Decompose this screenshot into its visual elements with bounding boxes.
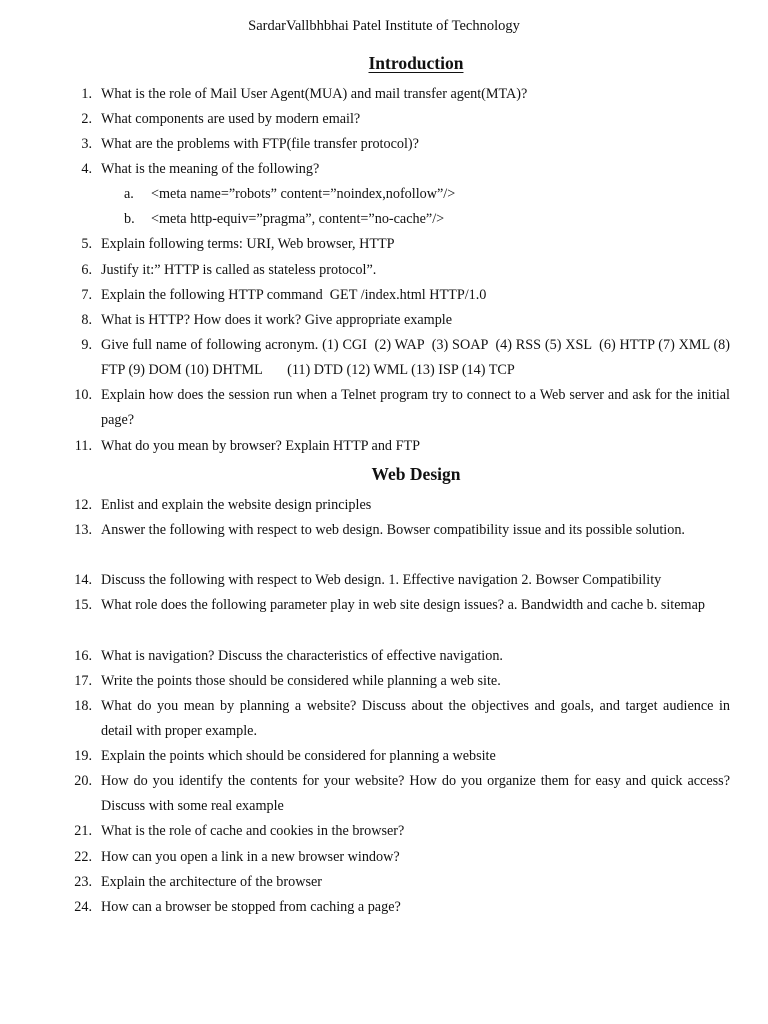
question-text: What is navigation? Discuss the characteristics of effective navigation. — [101, 648, 503, 664]
subitem-letter: b. — [124, 211, 135, 227]
question-number: 14. — [74, 572, 92, 588]
question-text: Explain the following HTTP command GET /index.html HTTP/1.0 — [101, 287, 487, 303]
question-number: 19. — [74, 748, 92, 764]
question-number: 13. — [74, 522, 92, 538]
question-text: What are the problems with FTP(file transfer protocol)? — [101, 136, 419, 152]
question-text: Explain following terms: URI, Web browser, HTTP — [101, 236, 395, 252]
question-number: 15. — [74, 597, 92, 613]
question-number: 23. — [74, 874, 92, 890]
question-number: 11. — [74, 438, 92, 454]
question-text: What do you mean by browser? Explain HTTP and FTP — [101, 438, 421, 454]
question-text: Enlist and explain the website design principles — [101, 497, 372, 513]
question-number: 1. — [81, 86, 92, 102]
question-number: 9. — [81, 337, 92, 353]
question-text: How can a browser be stopped from caching a page? — [101, 899, 401, 915]
question-number: 5. — [81, 236, 92, 252]
question-text: Answer the following with respect to web design. Bowser compatibility issue and its possible solution. — [101, 522, 685, 538]
question-number: 6. — [81, 262, 92, 278]
question-number: 10. — [74, 387, 92, 403]
question-text: Discuss the following with respect to Web design. 1. Effective navigation 2. Bowser Compatibility — [101, 572, 662, 588]
question-text: How do you identify the contents for your website? How do you organize them for easy and quick access? Discuss with some real example — [101, 773, 730, 815]
question-number: 18. — [74, 698, 92, 714]
question-text: What is the meaning of the following? — [101, 161, 320, 177]
question-text: Justify it:” HTTP is called as stateless protocol”. — [101, 262, 377, 278]
subitem-text: <meta http-equiv=”pragma”, content=”no-cache”/> — [151, 211, 445, 227]
question-number: 24. — [74, 899, 92, 915]
question-text: Explain how does the session run when a Telnet program try to connect to a Web server and ask for the initial page? — [101, 387, 730, 429]
section-title-introduction: Introduction — [368, 53, 464, 73]
question-number: 20. — [74, 773, 92, 789]
question-number: 2. — [81, 111, 92, 127]
question-text: How can you open a link in a new browser window? — [101, 849, 400, 865]
section-title-web-design: Web Design — [371, 464, 461, 484]
question-number: 16. — [74, 648, 92, 664]
question-text: Write the points those should be considered while planning a web site. — [101, 673, 501, 689]
question-text: Explain the architecture of the browser — [101, 874, 322, 890]
question-text: What role does the following parameter play in web site design issues? a. Bandwidth and cache b. sitemap — [101, 597, 705, 613]
institute-header: SardarVallbhbhai Patel Institute of Technology — [248, 18, 520, 34]
question-number: 8. — [81, 312, 92, 328]
question-number: 21. — [74, 823, 92, 839]
question-text: What is the role of Mail User Agent(MUA) and mail transfer agent(MTA)? — [101, 86, 528, 102]
subitem-text: <meta name=”robots” content=”noindex,nofollow”/> — [151, 186, 456, 202]
question-text: What components are used by modern email? — [101, 111, 361, 127]
question-text: Explain the points which should be considered for planning a website — [101, 748, 496, 764]
question-number: 3. — [81, 136, 92, 152]
question-text: What do you mean by planning a website? Discuss about the objectives and goals, and target audience in detail with proper example. — [101, 698, 730, 740]
question-number: 17. — [74, 673, 92, 689]
question-number: 4. — [81, 161, 92, 177]
question-text: Give full name of following acronym. (1) CGI (2) WAP (3) SOAP (4) RSS (5) XSL (6) HTTP (7) XML (8) FTP (9) DOM (10) DHTML (11) DTD (12) WML (13) ISP (14) TCP — [101, 337, 734, 379]
subitem-letter: a. — [124, 186, 134, 202]
question-number: 12. — [74, 497, 92, 513]
question-text: What is HTTP? How does it work? Give appropriate example — [101, 312, 453, 328]
question-text: What is the role of cache and cookies in the browser? — [101, 823, 405, 839]
question-number: 22. — [74, 849, 92, 865]
question-number: 7. — [81, 287, 92, 303]
